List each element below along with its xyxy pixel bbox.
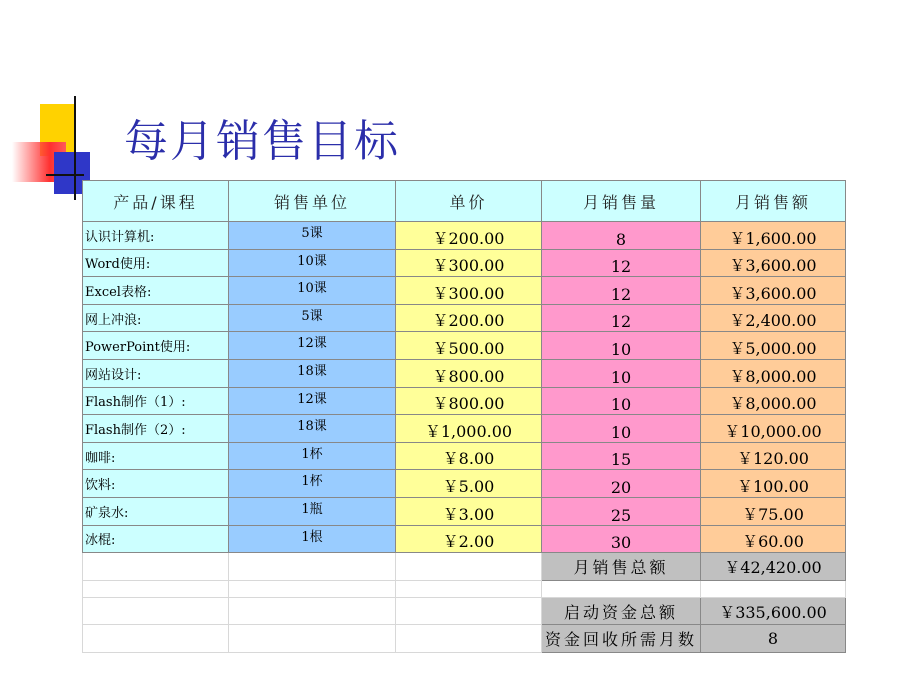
cell-unit[interactable]: 1瓶 xyxy=(229,497,396,525)
cell-price[interactable]: ￥300.00 xyxy=(396,249,542,277)
cell-unit[interactable]: 1杯 xyxy=(229,470,396,498)
cell-unit[interactable]: 18课 xyxy=(229,415,396,443)
cell-amount[interactable]: ￥2,400.00 xyxy=(701,304,846,332)
cell-product[interactable]: 矿泉水: xyxy=(83,497,229,525)
monthly-total-row xyxy=(83,553,846,581)
cell-qty[interactable]: 25 xyxy=(542,497,701,525)
cell-amount[interactable]: ￥120.00 xyxy=(701,442,846,470)
payback-months-row xyxy=(83,625,846,653)
table-row xyxy=(83,277,846,305)
cell-amount[interactable]: ￥3,600.00 xyxy=(701,249,846,277)
table-row xyxy=(83,222,846,250)
table-row xyxy=(83,387,846,415)
empty-cell[interactable] xyxy=(701,580,846,597)
cell-qty[interactable]: 8 xyxy=(542,222,701,250)
table-row xyxy=(83,359,846,387)
empty-cell[interactable] xyxy=(83,597,229,625)
cell-amount[interactable]: ￥10,000.00 xyxy=(701,415,846,443)
header-cell-unit[interactable]: 销售单位 xyxy=(229,181,396,222)
header-row xyxy=(83,181,846,222)
cell-product[interactable]: 冰棍: xyxy=(83,525,229,553)
cell-qty[interactable]: 15 xyxy=(542,442,701,470)
decor-horizontal-line xyxy=(46,174,84,176)
cell-price[interactable]: ￥800.00 xyxy=(396,359,542,387)
cell-qty[interactable]: 20 xyxy=(542,470,701,498)
startup-capital-label[interactable]: 启动资金总额 xyxy=(542,597,701,625)
table-row xyxy=(83,249,846,277)
cell-product[interactable]: Excel表格: xyxy=(83,277,229,305)
cell-price[interactable]: ￥800.00 xyxy=(396,387,542,415)
cell-price[interactable]: ￥3.00 xyxy=(396,497,542,525)
cell-product[interactable]: 饮料: xyxy=(83,470,229,498)
cell-qty[interactable]: 30 xyxy=(542,525,701,553)
cell-unit[interactable]: 1根 xyxy=(229,525,396,553)
cell-price[interactable]: ￥5.00 xyxy=(396,470,542,498)
cell-unit[interactable]: 1杯 xyxy=(229,442,396,470)
cell-product[interactable]: Flash制作（2）: xyxy=(83,415,229,443)
cell-amount[interactable]: ￥3,600.00 xyxy=(701,277,846,305)
table-row xyxy=(83,470,846,498)
cell-unit[interactable]: 5课 xyxy=(229,222,396,250)
cell-product[interactable]: PowerPoint使用: xyxy=(83,332,229,360)
cell-amount[interactable]: ￥8,000.00 xyxy=(701,359,846,387)
cell-unit[interactable]: 12课 xyxy=(229,387,396,415)
cell-unit[interactable]: 12课 xyxy=(229,332,396,360)
table-row xyxy=(83,304,846,332)
cell-qty[interactable]: 10 xyxy=(542,415,701,443)
empty-cell[interactable] xyxy=(542,580,701,597)
cell-price[interactable]: ￥500.00 xyxy=(396,332,542,360)
cell-product[interactable]: 网站设计: xyxy=(83,359,229,387)
decor-vertical-line xyxy=(74,96,76,200)
page-title: 每月销售目标 xyxy=(124,116,400,167)
empty-cell[interactable] xyxy=(83,625,229,653)
empty-cell[interactable] xyxy=(396,553,542,581)
cell-qty[interactable]: 12 xyxy=(542,304,701,332)
monthly-total-label[interactable]: 月销售总额 xyxy=(542,553,701,581)
cell-amount[interactable]: ￥5,000.00 xyxy=(701,332,846,360)
table-row xyxy=(83,415,846,443)
cell-unit[interactable]: 10课 xyxy=(229,249,396,277)
header-cell-product[interactable]: 产品/课程 xyxy=(83,181,229,222)
cell-price[interactable]: ￥2.00 xyxy=(396,525,542,553)
cell-unit[interactable]: 18课 xyxy=(229,359,396,387)
header-cell-amount[interactable]: 月销售额 xyxy=(701,181,846,222)
cell-price[interactable]: ￥200.00 xyxy=(396,222,542,250)
table-row xyxy=(83,442,846,470)
cell-price[interactable]: ￥8.00 xyxy=(396,442,542,470)
cell-product[interactable]: 网上冲浪: xyxy=(83,304,229,332)
cell-qty[interactable]: 10 xyxy=(542,332,701,360)
cell-unit[interactable]: 5课 xyxy=(229,304,396,332)
empty-cell[interactable] xyxy=(83,580,229,597)
table-row xyxy=(83,525,846,553)
cell-price[interactable]: ￥300.00 xyxy=(396,277,542,305)
cell-unit[interactable]: 10课 xyxy=(229,277,396,305)
empty-cell[interactable] xyxy=(396,625,542,653)
spacer-row xyxy=(83,580,846,597)
cell-amount[interactable]: ￥60.00 xyxy=(701,525,846,553)
payback-months-value[interactable]: 8 xyxy=(701,625,846,653)
cell-qty[interactable]: 10 xyxy=(542,387,701,415)
cell-product[interactable]: Word使用: xyxy=(83,249,229,277)
payback-months-label[interactable]: 资金回收所需月数 xyxy=(542,625,701,653)
empty-cell[interactable] xyxy=(229,597,396,625)
cell-product[interactable]: 咖啡: xyxy=(83,442,229,470)
empty-cell[interactable] xyxy=(229,625,396,653)
startup-capital-row xyxy=(83,597,846,625)
cell-amount[interactable]: ￥8,000.00 xyxy=(701,387,846,415)
empty-cell[interactable] xyxy=(229,553,396,581)
cell-qty[interactable]: 12 xyxy=(542,249,701,277)
empty-cell[interactable] xyxy=(229,580,396,597)
empty-cell[interactable] xyxy=(83,553,229,581)
cell-amount[interactable]: ￥1,600.00 xyxy=(701,222,846,250)
cell-qty[interactable]: 10 xyxy=(542,359,701,387)
startup-capital-value[interactable]: ￥335,600.00 xyxy=(701,597,846,625)
header-cell-price[interactable]: 单价 xyxy=(396,181,542,222)
cell-qty[interactable]: 12 xyxy=(542,277,701,305)
cell-price[interactable]: ￥1,000.00 xyxy=(396,415,542,443)
cell-price[interactable]: ￥200.00 xyxy=(396,304,542,332)
monthly-total-value[interactable]: ￥42,420.00 xyxy=(701,553,846,581)
cell-amount[interactable]: ￥100.00 xyxy=(701,470,846,498)
empty-cell[interactable] xyxy=(396,597,542,625)
table-row xyxy=(83,497,846,525)
table-row xyxy=(83,332,846,360)
cell-amount[interactable]: ￥75.00 xyxy=(701,497,846,525)
empty-cell[interactable] xyxy=(396,580,542,597)
cell-product[interactable]: Flash制作（1）: xyxy=(83,387,229,415)
sales-target-table xyxy=(82,180,846,653)
cell-product[interactable]: 认识计算机: xyxy=(83,222,229,250)
header-cell-qty[interactable]: 月销售量 xyxy=(542,181,701,222)
